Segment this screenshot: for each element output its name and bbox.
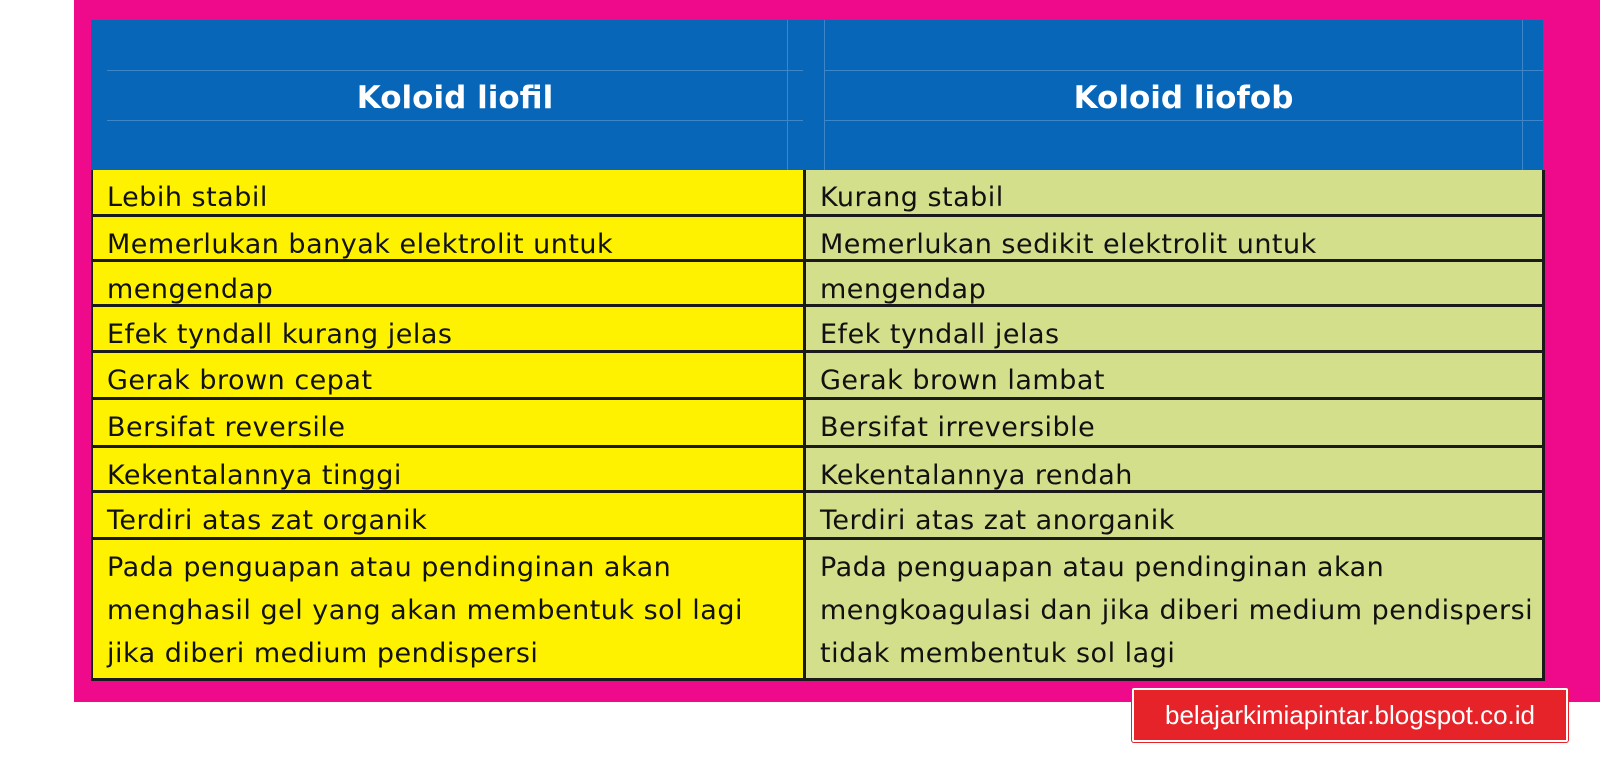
cell-text: Kurang stabil [820,182,1004,213]
cell-text: Kekentalannya tinggi [107,460,402,491]
table-cell [93,540,805,675]
table-cell [93,170,805,217]
cell-text: Memerlukan sedikit elektrolit untuk [820,229,1317,260]
cell-text: Gerak brown cepat [107,365,373,396]
cell-text: Pada penguapan atau pendinginan akan menghasil gel yang akan membentuk sol lagi jika diberi medium pendispersi [107,552,753,669]
header-gridline [107,70,803,71]
table-cell [93,448,805,493]
table-cell [93,353,805,400]
cell-text: Efek tyndall jelas [820,319,1060,350]
table-cell [806,540,1542,675]
table-cell [806,400,1542,448]
table-cell [93,493,805,540]
cell-text: Bersifat irreversible [820,412,1096,443]
column-liofil [91,170,806,681]
cell-text: mengendap [107,274,274,305]
cell-text: Kekentalannya rendah [820,460,1133,491]
header-gridline [107,120,803,121]
table-cell [93,400,805,448]
table-cell [806,448,1542,493]
cell-text: Efek tyndall kurang jelas [107,319,453,350]
table-cell [806,262,1542,307]
header-cell-liofil [107,20,803,170]
table-cell [93,262,805,307]
cell-text: Pada penguapan atau pendinginan akan mengkoagulasi dan jika diberi medium pendispersi tidak membentuk sol lagi [820,552,1542,669]
table-cell [806,307,1542,353]
column-liofob [803,170,1545,681]
cell-text: Gerak brown lambat [820,365,1105,396]
cell-text: Terdiri atas zat organik [107,505,428,536]
watermark-badge: belajarkimiapintar.blogspot.co.id [1132,688,1568,742]
table-cell [93,217,805,262]
cell-text: Terdiri atas zat anorganik [820,505,1175,536]
cell-text: Lebih stabil [107,182,268,213]
table-cell [806,353,1542,400]
header-liofob: Koloid liofob [1073,80,1294,116]
table-cell [806,493,1542,540]
header-cell-liofob [824,20,1543,170]
cell-text: mengendap [820,274,987,305]
table-cell [93,307,805,353]
table-cell [806,217,1542,262]
table-cell [806,170,1542,217]
header-gridline [824,70,1543,71]
table-header [91,20,1543,170]
header-gridline [824,120,1543,121]
header-liofil: Koloid liofil [356,80,554,116]
cell-text: Bersifat reversile [107,412,346,443]
comparison-table [91,20,1543,678]
cell-text: Memerlukan banyak elektrolit untuk [107,229,614,260]
